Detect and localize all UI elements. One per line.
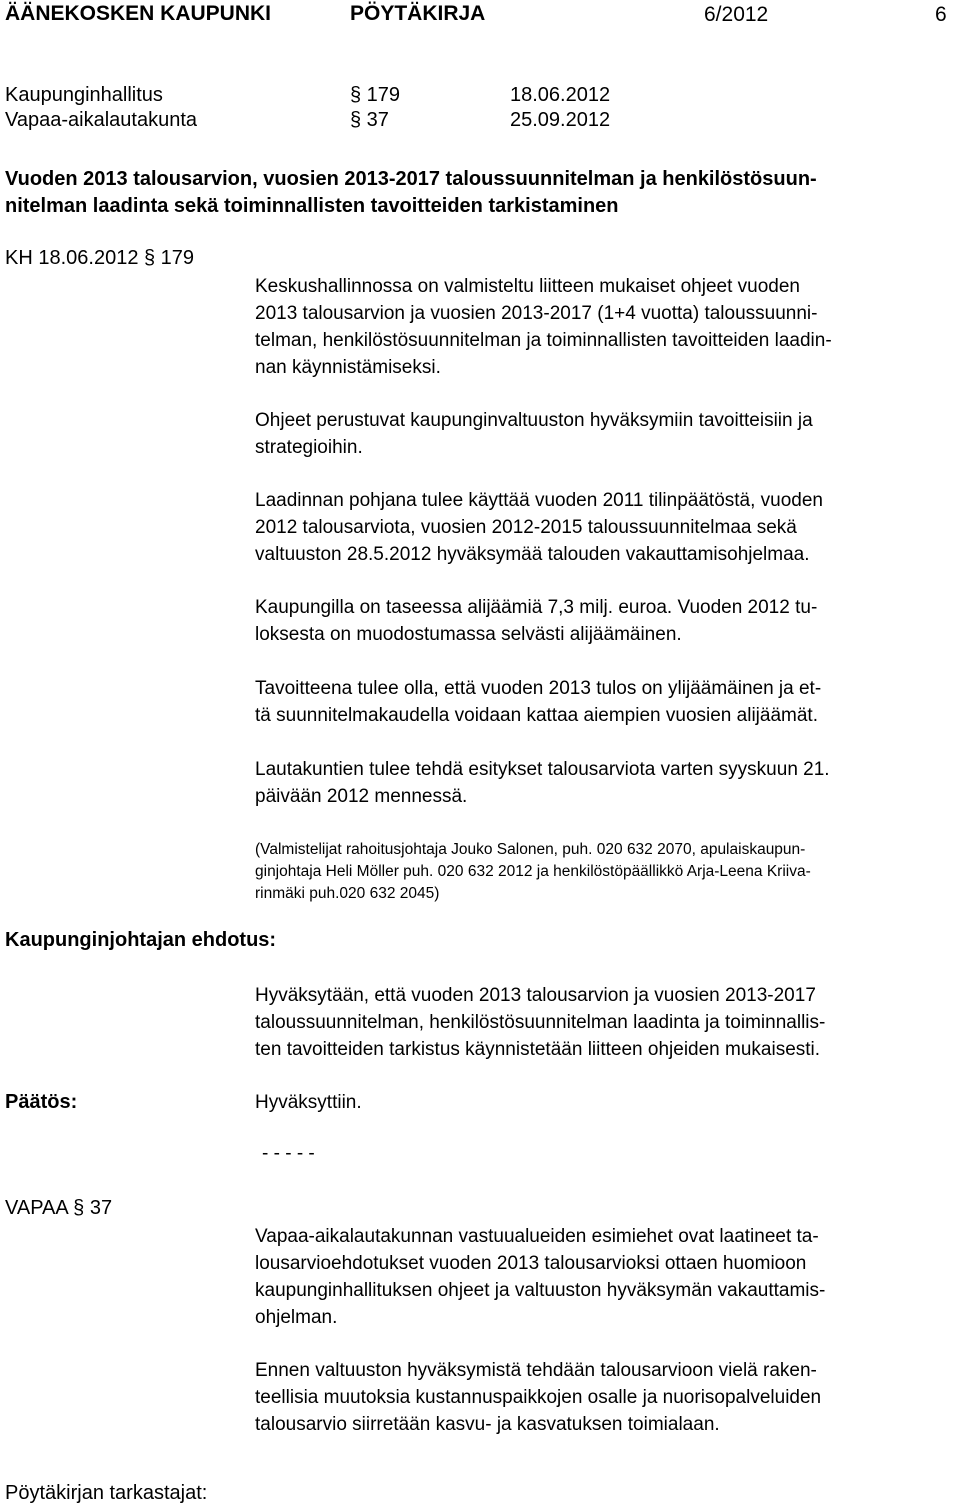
- meeting-date: 25.09.2012: [510, 109, 611, 131]
- proposal-label: Kaupunginjohtajan ehdotus:: [5, 929, 277, 951]
- document-type: PÖYTÄKIRJA: [350, 2, 486, 25]
- proposal-text: [255, 982, 957, 1063]
- text-line: rinmäki puh.020 632 2045): [255, 885, 440, 902]
- text-line: 2013 talousarvion ja vuosien 2013-2017 (1+4 vuotta) taloussuunni-: [255, 303, 818, 324]
- kh-paragraph: [255, 756, 957, 810]
- decision-text: Hyväksyttiin.: [255, 1092, 362, 1113]
- kh-paragraph: [255, 273, 957, 381]
- decision-label: Päätös:: [5, 1091, 78, 1113]
- text-line: (Valmistelijat rahoitusjohtaja Jouko Salonen, puh. 020 632 2070, apulaiskaupun-: [255, 841, 806, 858]
- text-line: Ennen valtuuston hyväksymistä tehdään talousarvioon vielä raken-: [255, 1360, 817, 1381]
- text-line: teellisia muutoksia kustannuspaikkojen osalle ja nuorisopalveluiden: [255, 1387, 822, 1408]
- kh-reference: KH 18.06.2012 § 179: [5, 247, 195, 269]
- text-line: loksesta on muodostumassa selvästi alijäämäinen.: [255, 624, 682, 645]
- text-line: ohjelman.: [255, 1307, 338, 1328]
- text-line: kaupunginhallituksen ohjeet ja valtuuston hyväksymän vakauttamis-: [255, 1280, 826, 1301]
- section-separator: - - - - -: [262, 1143, 315, 1164]
- text-line: Kaupungilla on taseessa alijäämiä 7,3 milj. euroa. Vuoden 2012 tu-: [255, 597, 818, 618]
- text-line: strategioihin.: [255, 437, 363, 458]
- title-line: Vuoden 2013 talousarvion, vuosien 2013-2017 taloussuunnitelman ja henkilöstösuun-: [5, 168, 817, 190]
- text-line: nan käynnistämiseksi.: [255, 357, 441, 378]
- page-number: 6: [935, 3, 947, 26]
- preparers-note: [255, 839, 957, 905]
- text-line: taloussuunnitelman, henkilöstösuunnitelman laadinta ja toiminnallis-: [255, 1012, 826, 1033]
- text-line: ginjohtaja Heli Möller puh. 020 632 2012 ja henkilöstöpäällikkö Arja-Leena Kriiva-: [255, 863, 811, 880]
- text-line: telman, henkilöstösuunnitelman ja toiminnallisten tavoitteiden laadin-: [255, 330, 832, 351]
- kh-paragraph: [255, 407, 957, 461]
- meeting-section: § 37: [350, 109, 389, 131]
- org-name: ÄÄNEKOSKEN KAUPUNKI: [5, 2, 272, 25]
- text-line: Vapaa-aikalautakunnan vastuualueiden esimiehet ovat laatineet ta-: [255, 1226, 819, 1247]
- meeting-section: § 179: [350, 84, 401, 106]
- vapaa-paragraph: [255, 1357, 957, 1438]
- text-line: ten tavoitteiden tarkistus käynnistetään liitteen ohjeiden mukaisesti.: [255, 1039, 821, 1060]
- text-line: Hyväksytään, että vuoden 2013 talousarvion ja vuosien 2013-2017: [255, 985, 816, 1006]
- kh-paragraph: [255, 675, 957, 729]
- text-line: päivään 2012 mennessä.: [255, 786, 468, 807]
- text-line: Lautakuntien tulee tehdä esitykset talousarviota varten syyskuun 21.: [255, 759, 830, 780]
- text-line: lousarvioehdotukset vuoden 2013 talousarvioksi ottaen huomioon: [255, 1253, 807, 1274]
- kh-paragraph: [255, 487, 957, 568]
- meeting-body: Vapaa-aikalautakunta: [5, 109, 197, 131]
- vapaa-paragraph: [255, 1223, 957, 1331]
- text-line: tä suunnitelmakaudella voidaan kattaa aiempien vuosien alijäämät.: [255, 705, 818, 726]
- text-line: valtuuston 28.5.2012 hyväksymää talouden vakauttamisohjelmaa.: [255, 544, 810, 565]
- reviewers-label: Pöytäkirjan tarkastajat:: [5, 1482, 208, 1504]
- vapaa-reference: VAPAA § 37: [5, 1197, 113, 1219]
- text-line: 2012 talousarviota, vuosien 2012-2015 taloussuunnitelmaa sekä: [255, 517, 797, 538]
- text-line: Ohjeet perustuvat kaupunginvaltuuston hyväksymiin tavoitteisiin ja: [255, 410, 813, 431]
- kh-paragraph: [255, 594, 957, 648]
- document-title: [5, 166, 955, 220]
- text-line: Keskushallinnossa on valmisteltu liitteen mukaiset ohjeet vuoden: [255, 276, 800, 297]
- issue-number: 6/2012: [704, 3, 769, 26]
- text-line: Tavoitteena tulee olla, että vuoden 2013 tulos on ylijäämäinen ja et-: [255, 678, 822, 699]
- title-line: nitelman laadinta sekä toiminnallisten tavoitteiden tarkistaminen: [5, 195, 619, 217]
- meeting-body: Kaupunginhallitus: [5, 84, 163, 106]
- meeting-date: 18.06.2012: [510, 84, 611, 106]
- text-line: talousarvio siirretään kasvu- ja kasvatuksen toimialaan.: [255, 1414, 720, 1435]
- text-line: Laadinnan pohjana tulee käyttää vuoden 2011 tilinpäätöstä, vuoden: [255, 490, 823, 511]
